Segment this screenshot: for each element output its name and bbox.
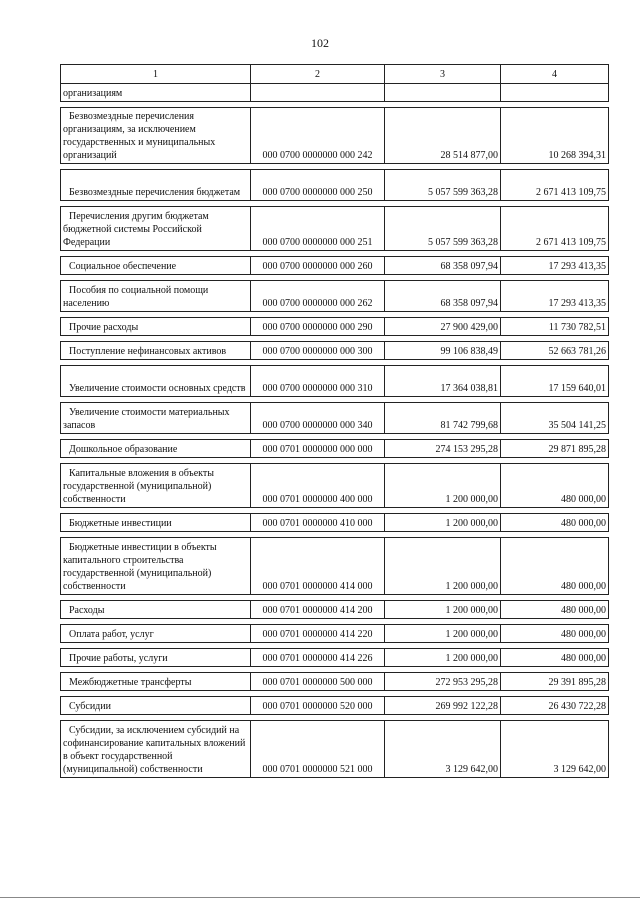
row-value-col4-text: 480 000,00 <box>561 494 606 505</box>
table-row <box>61 281 609 312</box>
row-name-text: Прочие работы, услуги <box>69 653 168 664</box>
row-code-cell <box>251 673 385 691</box>
row-value-col3-cell <box>385 601 501 619</box>
table-row <box>61 207 609 251</box>
row-value-col4-cell <box>501 601 609 619</box>
column-header-3: 3 <box>385 65 501 84</box>
row-value-col3-cell <box>385 108 501 164</box>
row-name-cell <box>61 440 251 458</box>
row-name-cell <box>61 207 251 251</box>
row-value-col4-cell <box>501 403 609 434</box>
row-value-col3-cell <box>385 281 501 312</box>
row-value-col3-cell <box>385 440 501 458</box>
row-name-text: Поступление нефинансовых активов <box>69 346 227 357</box>
column-header-1: 1 <box>61 65 251 84</box>
row-code-cell <box>251 649 385 667</box>
table-row <box>61 257 609 275</box>
row-name-text: Прочие расходы <box>69 322 139 333</box>
row-value-col4-cell <box>501 281 609 312</box>
row-value-col4-text: 2 671 413 109,75 <box>536 237 606 248</box>
row-value-col4-text: 17 159 640,01 <box>548 383 606 394</box>
page-number: 102 <box>311 36 329 50</box>
row-value-col3-cell <box>385 170 501 201</box>
table-row <box>61 108 609 164</box>
row-value-col4-cell <box>501 318 609 336</box>
row-name-cell <box>61 342 251 360</box>
row-value-col4-text: 17 293 413,35 <box>548 261 606 272</box>
row-value-col4-text: 480 000,00 <box>561 605 606 616</box>
row-name-text: Социальное обеспечение <box>69 261 177 272</box>
row-name-text: Дошкольное образование <box>69 444 178 455</box>
row-code-text: 000 0701 0000000 414 000 <box>262 581 373 592</box>
row-name-cell <box>61 318 251 336</box>
table-row <box>61 403 609 434</box>
row-value-col3-text: 1 200 000,00 <box>445 518 498 529</box>
row-name-cell <box>61 366 251 397</box>
row-value-col4-text: 35 504 141,25 <box>548 420 606 431</box>
row-code-cell <box>251 625 385 643</box>
row-value-col4-cell <box>501 207 609 251</box>
row-name-text: Оплата работ, услуг <box>69 629 154 640</box>
row-value-col4-text: 52 663 781,26 <box>548 346 606 357</box>
row-value-col3-cell <box>385 673 501 691</box>
row-value-col4-text: 480 000,00 <box>561 581 606 592</box>
table-row <box>61 464 609 508</box>
row-value-col3-cell <box>385 342 501 360</box>
row-code-text: 000 0700 0000000 000 262 <box>262 298 373 309</box>
row-value-col4-text: 17 293 413,35 <box>548 298 606 309</box>
table-row <box>61 514 609 532</box>
row-code-text: 000 0701 0000000 414 200 <box>262 605 373 616</box>
row-value-col3-text: 68 358 097,94 <box>440 261 498 272</box>
row-value-col3-cell <box>385 649 501 667</box>
page-bottom-rule <box>0 897 640 898</box>
row-name-text: Увеличение стоимости основных средств <box>69 383 246 394</box>
row-name-text: Расходы <box>69 605 105 616</box>
row-value-col4-text: 2 671 413 109,75 <box>536 187 606 198</box>
table-row <box>61 170 609 201</box>
row-name-cell <box>61 257 251 275</box>
table-header-row <box>61 65 609 84</box>
row-code-cell <box>251 84 385 102</box>
row-name-text: организациям <box>63 88 123 99</box>
row-value-col3-cell <box>385 697 501 715</box>
row-value-col3-text: 17 364 038,81 <box>440 383 498 394</box>
table-row <box>61 538 609 595</box>
row-value-col4-cell <box>501 342 609 360</box>
row-code-cell <box>251 257 385 275</box>
row-code-text: 000 0700 0000000 000 251 <box>262 237 373 248</box>
row-value-col4-text: 29 871 895,28 <box>548 444 606 455</box>
row-value-col4-cell <box>501 464 609 508</box>
row-value-col3-text: 274 153 295,28 <box>435 444 498 455</box>
row-code-text: 000 0701 0000000 500 000 <box>262 677 373 688</box>
row-code-cell <box>251 170 385 201</box>
table-row <box>61 440 609 458</box>
row-value-col4-cell <box>501 108 609 164</box>
row-value-col4-cell <box>501 625 609 643</box>
row-code-text: 000 0700 0000000 000 242 <box>262 150 373 161</box>
row-code-text: 000 0700 0000000 000 250 <box>262 187 373 198</box>
row-value-col3-cell <box>385 464 501 508</box>
row-code-text: 000 0700 0000000 000 340 <box>262 420 373 431</box>
row-value-col3-text: 28 514 877,00 <box>440 150 498 161</box>
table-row <box>61 721 609 778</box>
row-value-col4-cell <box>501 673 609 691</box>
column-header-4: 4 <box>501 65 609 84</box>
table-row <box>61 342 609 360</box>
row-code-text: 000 0701 0000000 520 000 <box>262 701 373 712</box>
row-value-col3-cell <box>385 721 501 778</box>
row-code-text: 000 0700 0000000 000 290 <box>262 322 373 333</box>
row-name-cell <box>61 625 251 643</box>
row-value-col3-text: 99 106 838,49 <box>440 346 498 357</box>
row-code-cell <box>251 514 385 532</box>
row-code-cell <box>251 538 385 595</box>
row-code-cell <box>251 464 385 508</box>
row-value-col4-cell <box>501 514 609 532</box>
row-name-cell <box>61 673 251 691</box>
row-code-cell <box>251 721 385 778</box>
row-value-col3-cell <box>385 403 501 434</box>
table-row <box>61 601 609 619</box>
row-code-text: 000 0701 0000000 521 000 <box>262 764 373 775</box>
table-row <box>61 697 609 715</box>
row-value-col3-text: 269 992 122,28 <box>435 701 498 712</box>
row-value-col3-cell <box>385 514 501 532</box>
row-name-cell <box>61 649 251 667</box>
row-value-col3-cell <box>385 207 501 251</box>
row-value-col3-text: 5 057 599 363,28 <box>428 187 498 198</box>
row-code-cell <box>251 207 385 251</box>
row-value-col3-cell <box>385 625 501 643</box>
row-value-col3-text: 5 057 599 363,28 <box>428 237 498 248</box>
row-name-cell <box>61 538 251 595</box>
row-name-text: Перечисления другим бюджетам бюджетной системы Российской Федерации <box>63 211 209 248</box>
row-code-text: 000 0700 0000000 000 260 <box>262 261 373 272</box>
row-value-col3-text: 1 200 000,00 <box>445 581 498 592</box>
row-value-col3-text: 27 900 429,00 <box>440 322 498 333</box>
row-name-text: Бюджетные инвестиции <box>69 518 172 529</box>
row-name-text: Бюджетные инвестиции в объекты капитального строительства государственной (муниципальной) собственности <box>63 542 217 592</box>
row-name-cell <box>61 281 251 312</box>
row-name-cell <box>61 403 251 434</box>
row-code-cell <box>251 318 385 336</box>
table-row <box>61 366 609 397</box>
row-name-cell <box>61 84 251 102</box>
row-value-col3-cell <box>385 84 501 102</box>
row-name-cell <box>61 514 251 532</box>
table-row <box>61 84 609 102</box>
row-name-cell <box>61 464 251 508</box>
row-value-col3-text: 1 200 000,00 <box>445 605 498 616</box>
budget-table <box>60 64 609 778</box>
row-code-cell <box>251 281 385 312</box>
row-code-text: 000 0701 0000000 414 226 <box>262 653 373 664</box>
row-name-cell <box>61 108 251 164</box>
row-value-col4-text: 480 000,00 <box>561 518 606 529</box>
row-code-cell <box>251 697 385 715</box>
row-value-col3-text: 1 200 000,00 <box>445 494 498 505</box>
row-name-text: Субсидии, за исключением субсидий на софинансирование капитальных вложений в объект государственной (муниципальной) собственности <box>63 725 246 775</box>
row-value-col4-cell <box>501 721 609 778</box>
row-code-cell <box>251 108 385 164</box>
row-value-col3-text: 1 200 000,00 <box>445 629 498 640</box>
row-code-cell <box>251 440 385 458</box>
row-code-text: 000 0701 0000000 414 220 <box>262 629 373 640</box>
row-name-text: Субсидии <box>69 701 111 712</box>
row-code-text: 000 0701 0000000 000 000 <box>262 444 373 455</box>
row-value-col4-text: 480 000,00 <box>561 629 606 640</box>
row-value-col4-cell <box>501 697 609 715</box>
row-value-col4-cell <box>501 538 609 595</box>
row-code-text: 000 0700 0000000 000 300 <box>262 346 373 357</box>
row-value-col3-text: 272 953 295,28 <box>435 677 498 688</box>
row-code-text: 000 0701 0000000 400 000 <box>262 494 373 505</box>
row-name-cell <box>61 697 251 715</box>
row-name-text: Пособия по социальной помощи населению <box>63 285 209 309</box>
row-value-col4-cell <box>501 440 609 458</box>
row-value-col3-cell <box>385 366 501 397</box>
row-value-col3-cell <box>385 538 501 595</box>
table-row <box>61 318 609 336</box>
row-value-col4-text: 10 268 394,31 <box>548 150 606 161</box>
row-name-text: Капитальные вложения в объекты государственной (муниципальной) собственности <box>63 468 214 505</box>
row-value-col3-text: 68 358 097,94 <box>440 298 498 309</box>
row-value-col4-text: 26 430 722,28 <box>548 701 606 712</box>
row-value-col4-cell <box>501 257 609 275</box>
table-row <box>61 625 609 643</box>
row-code-cell <box>251 403 385 434</box>
table-body <box>61 84 609 778</box>
column-header-2: 2 <box>251 65 385 84</box>
row-value-col3-cell <box>385 257 501 275</box>
row-name-text: Межбюджетные трансферты <box>69 677 192 688</box>
row-value-col4-text: 480 000,00 <box>561 653 606 664</box>
row-name-text: Безвозмездные перечисления организациям, за исключением государственных и муниципальных организаций <box>63 111 216 161</box>
row-name-cell <box>61 721 251 778</box>
row-value-col3-text: 3 129 642,00 <box>445 764 498 775</box>
table-row <box>61 673 609 691</box>
row-value-col4-text: 29 391 895,28 <box>548 677 606 688</box>
row-code-text: 000 0700 0000000 000 310 <box>262 383 373 394</box>
row-value-col3-cell <box>385 318 501 336</box>
row-code-cell <box>251 342 385 360</box>
row-code-cell <box>251 366 385 397</box>
row-name-cell <box>61 170 251 201</box>
row-name-cell <box>61 601 251 619</box>
row-value-col3-text: 1 200 000,00 <box>445 653 498 664</box>
row-value-col4-cell <box>501 84 609 102</box>
row-code-cell <box>251 601 385 619</box>
row-value-col3-text: 81 742 799,68 <box>440 420 498 431</box>
row-value-col4-cell <box>501 649 609 667</box>
row-value-col4-cell <box>501 366 609 397</box>
table-row <box>61 649 609 667</box>
row-value-col4-text: 3 129 642,00 <box>553 764 606 775</box>
row-value-col4-cell <box>501 170 609 201</box>
row-value-col4-text: 11 730 782,51 <box>548 322 606 333</box>
row-name-text: Безвозмездные перечисления бюджетам <box>69 187 241 198</box>
row-name-text: Увеличение стоимости материальных запасов <box>63 407 230 431</box>
row-code-text: 000 0701 0000000 410 000 <box>262 518 373 529</box>
